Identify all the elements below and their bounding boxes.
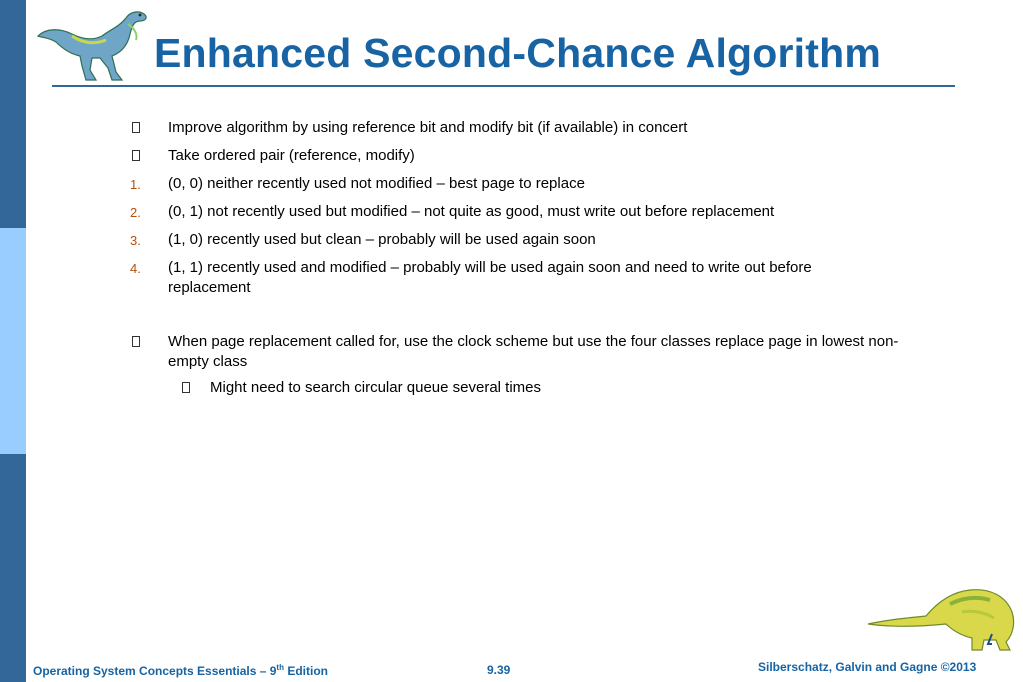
slide-title: Enhanced Second-Chance Algorithm (154, 30, 882, 76)
bullet-text: Take ordered pair (reference, modify) (168, 147, 415, 164)
numbered-text: (1, 0) recently used but clean – probably will be used again soon (168, 231, 596, 248)
bullet-square-icon (132, 122, 140, 133)
numbered-item (130, 230, 930, 250)
sidebar-band-middle (0, 228, 26, 454)
bullet-text: Improve algorithm by using reference bit and modify bit (if available) in concert (168, 119, 688, 136)
footer-book-title: Operating System Concepts Essentials – 9th Edition (33, 663, 328, 678)
sidebar-band-bottom (0, 454, 26, 682)
numbered-item (130, 258, 850, 298)
sidebar-band-top (0, 0, 26, 228)
footer-copyright: Silberschatz, Galvin and Gagne ©2013 (758, 660, 977, 674)
number-marker: 3. (130, 233, 141, 248)
numbered-text: (1, 1) recently used and modified – probably will be used again soon and need to write out before replacement (168, 259, 812, 296)
number-marker: 1. (130, 177, 141, 192)
numbered-item (130, 174, 930, 194)
numbered-text: (0, 0) neither recently used not modified – best page to replace (168, 175, 585, 192)
bullet-square-icon (132, 150, 140, 161)
bullet-text: When page replacement called for, use the clock scheme but use the four classes replace page in lowest non-empty class (168, 333, 899, 370)
sub-bullet-text: Might need to search circular queue several times (210, 379, 541, 396)
title-divider (52, 85, 955, 87)
numbered-text: (0, 1) not recently used but modified – not quite as good, must write out before replacement (168, 203, 775, 220)
number-marker: 4. (130, 261, 141, 276)
dinosaur-logo-bottom-icon (866, 584, 1016, 656)
bullet-list (130, 118, 930, 398)
sub-bullet-item (130, 378, 930, 398)
bullet-item (130, 146, 930, 166)
bullet-item (130, 332, 920, 372)
bullet-item (130, 118, 930, 138)
number-marker: 2. (130, 205, 141, 220)
numbered-item (130, 202, 930, 222)
bullet-square-icon (132, 336, 140, 347)
footer-page-number: 9.39 (487, 663, 511, 677)
dinosaur-logo-top-icon (36, 6, 156, 86)
sub-bullet-square-icon (182, 382, 190, 393)
